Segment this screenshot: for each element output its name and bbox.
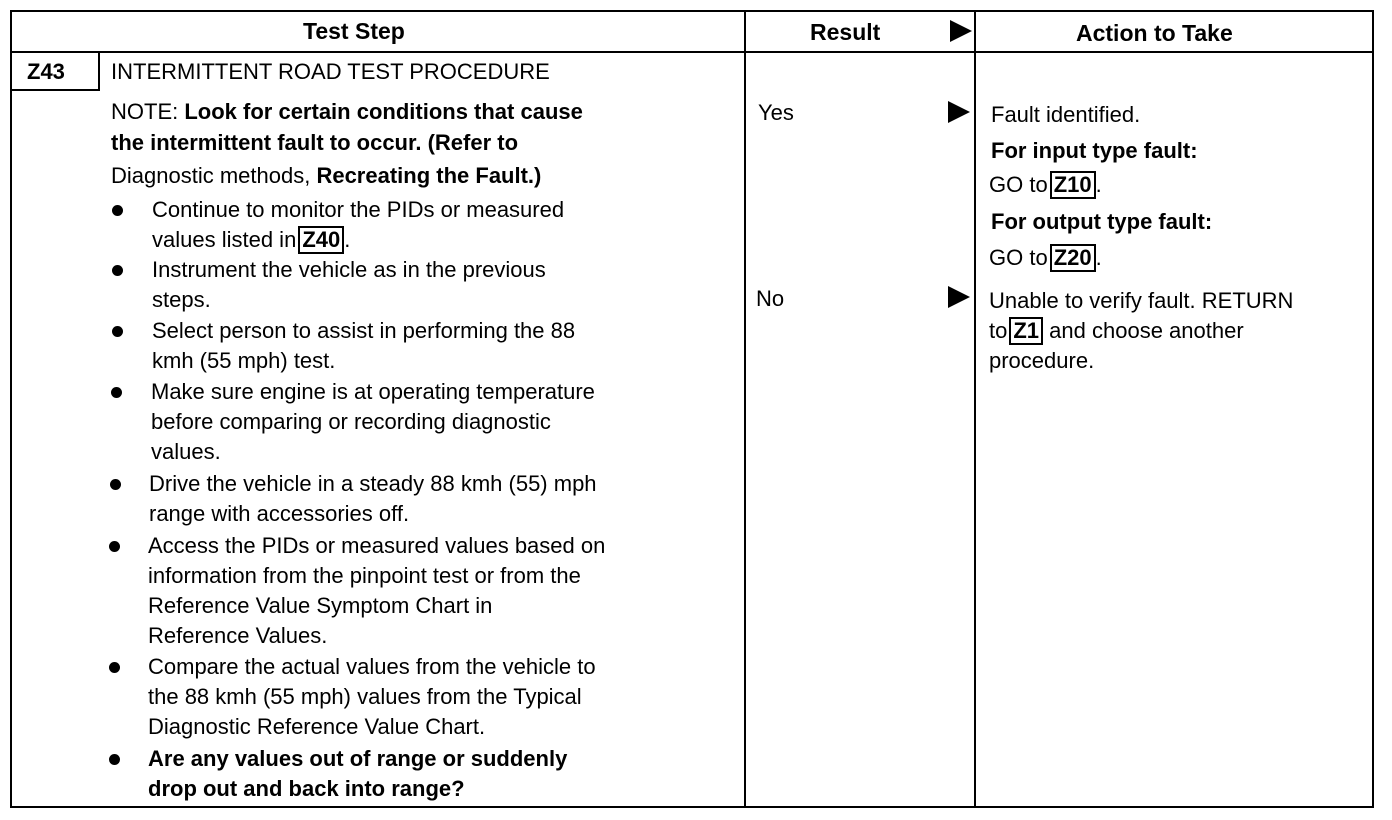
header-test-step: Test Step [303, 18, 405, 44]
result-yes: Yes [758, 100, 794, 125]
note-text-1: Look for certain conditions that cause [184, 99, 583, 124]
note-text-2: the intermittent fault to occur. (Refer to [111, 130, 519, 155]
note-label: NOTE: [111, 99, 179, 124]
ref-z40: Z40 [298, 226, 344, 254]
table-border-left [10, 10, 12, 808]
header-result: Result [810, 19, 881, 45]
bullet-icon [112, 205, 123, 216]
bullet-7-line-1: Compare the actual values from the vehicle to [148, 654, 596, 679]
bullet-1-suffix: . [344, 227, 351, 252]
bullet-icon [109, 541, 120, 552]
bullet-2-line-1: Instrument the vehicle as in the previous [152, 257, 546, 282]
bullet-icon [111, 387, 122, 398]
bullet-3-line-1: Select person to assist in performing the 88 [152, 318, 576, 343]
bullet-1-line-2 [152, 225, 350, 255]
yes-output-heading: For output type fault: [991, 209, 1213, 234]
bullet-4-line-1: Make sure engine is at operating temperature [151, 379, 595, 404]
bullet-icon [109, 754, 120, 765]
step-title: INTERMITTENT ROAD TEST PROCEDURE [111, 59, 550, 84]
bullet-icon [112, 326, 123, 337]
yes-output-go-text: GO to [989, 245, 1048, 270]
ref-z10: Z10 [1050, 171, 1096, 199]
no-action-line-3: procedure. [989, 348, 1095, 373]
yes-output-suffix: . [1095, 245, 1102, 270]
bullet-1-line-1: Continue to monitor the PIDs or measured [152, 197, 565, 222]
result-column-divider-right [974, 10, 976, 808]
note-text-3-bold: Recreating the Fault.) [316, 163, 542, 188]
bullet-6-line-2: information from the pinpoint test or from the [148, 563, 581, 588]
result-column-divider-left [744, 10, 746, 808]
yes-input-go-text: GO to [989, 172, 1048, 197]
step-id: Z43 [27, 59, 65, 84]
triangle-right-icon [948, 286, 970, 308]
no-action-line-1: Unable to verify fault. RETURN [989, 288, 1294, 313]
ref-z20: Z20 [1050, 244, 1096, 272]
no-action-line-2 [989, 316, 1244, 346]
bullet-1-text-2: values listed in [152, 227, 297, 252]
bullet-5-line-1: Drive the vehicle in a steady 88 kmh (55) mph [149, 471, 597, 496]
yes-input-go [989, 170, 1102, 200]
triangle-right-icon [950, 20, 972, 42]
yes-action-line-1: Fault identified. [991, 102, 1141, 127]
id-column-divider [98, 51, 100, 91]
table-border-right [1372, 10, 1374, 808]
bullet-4-line-3: values. [151, 439, 221, 464]
bullet-icon [110, 479, 121, 490]
yes-output-go [989, 243, 1102, 273]
note-line-1 [111, 97, 583, 127]
header-divider [10, 51, 1374, 53]
header-action: Action to Take [1076, 20, 1233, 46]
bullet-icon [109, 662, 120, 673]
bullet-8-line-2: drop out and back into range? [148, 776, 465, 801]
bullet-4-line-2: before comparing or recording diagnostic [151, 409, 551, 434]
bullet-2-line-2: steps. [152, 287, 211, 312]
no-action-prefix: to [989, 318, 1008, 343]
bullet-6-line-1: Access the PIDs or measured values based on [148, 533, 606, 558]
note-line-3 [111, 161, 541, 191]
no-action-suffix: and choose another [1049, 318, 1244, 343]
yes-input-suffix: . [1095, 172, 1102, 197]
title-row-divider [10, 89, 98, 91]
bullet-7-line-3: Diagnostic Reference Value Chart. [148, 714, 486, 739]
ref-z1: Z1 [1009, 317, 1043, 345]
table-border-top [10, 10, 1374, 12]
table-border-bottom [10, 806, 1374, 808]
bullet-5-line-2: range with accessories off. [149, 501, 410, 526]
note-text-3-normal: Diagnostic methods, [111, 163, 311, 188]
result-no: No [756, 286, 785, 311]
bullet-8-line-1: Are any values out of range or suddenly [148, 746, 568, 771]
bullet-6-line-4: Reference Values. [148, 623, 328, 648]
bullet-6-line-3: Reference Value Symptom Chart in [148, 593, 493, 618]
yes-input-heading: For input type fault: [991, 138, 1198, 163]
bullet-icon [112, 265, 123, 276]
bullet-3-line-2: kmh (55 mph) test. [152, 348, 336, 373]
bullet-7-line-2: the 88 kmh (55 mph) values from the Typical [148, 684, 582, 709]
triangle-right-icon [948, 101, 970, 123]
